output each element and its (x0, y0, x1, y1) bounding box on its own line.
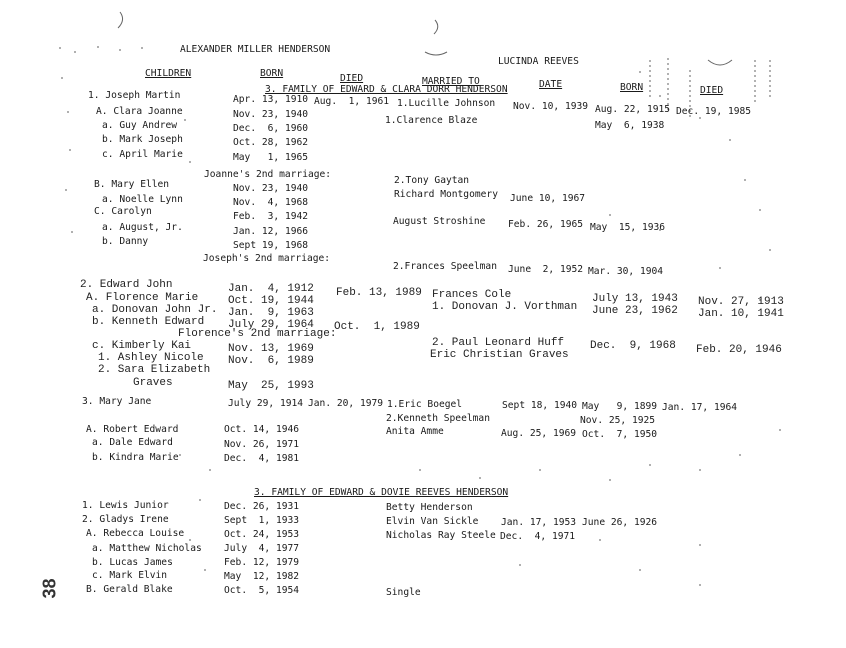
spouse-name: 2.Tony Gaytan (394, 175, 470, 186)
born-date: May 25, 1993 (228, 380, 314, 392)
grandchild-name: b. Lucas James (92, 557, 173, 568)
born-date: Jan. 9, 1963 (228, 307, 314, 319)
born-date: Nov. 13, 1969 (228, 343, 314, 355)
grandchild-name: b. Kenneth Edward (92, 316, 205, 328)
child-name: 2. Gladys Irene (82, 514, 169, 525)
born-date: July 29, 1914 (228, 398, 304, 409)
spouse-name: 1.Eric Boegel (387, 399, 463, 410)
col-married-to: MARRIED TO (422, 76, 480, 87)
second-marriage-note: Joanne's 2nd marriage: (204, 169, 332, 180)
spouse-died: Nov. 27, 1913 (698, 296, 784, 308)
grandchild-name: c. Mark Elvin (92, 570, 168, 581)
marriage-date: Sept 18, 1940 (502, 400, 578, 411)
spouse-name: Richard Montgomery (394, 189, 498, 200)
marriage-date: June 10, 1967 (510, 193, 586, 204)
spouse-name: 2. Paul Leonard Huff (432, 337, 565, 349)
born-date: Jan. 12, 1966 (233, 226, 309, 237)
spouse-born: Mar. 30, 1904 (588, 266, 664, 277)
grandchild-name: a. Dale Edward (92, 437, 173, 448)
spouse-born: June 26, 1926 (582, 517, 658, 528)
born-date: Oct. 28, 1962 (233, 137, 309, 148)
born-date: Oct. 24, 1953 (224, 529, 300, 540)
mother-name: LUCINDA REEVES (498, 56, 579, 67)
born-date: Jan. 4, 1912 (228, 283, 314, 295)
spouse-name: Elvin Van Sickle (386, 516, 479, 527)
great-grandchild-surname: Graves (133, 377, 173, 389)
child-name: A. Clara Joanne (96, 106, 183, 117)
grandchild-name: c. April Marie (102, 149, 183, 160)
spouse-born: July 13, 1943 (592, 293, 678, 305)
born-date: Apr. 13, 1910 (233, 94, 309, 105)
child-name: B. Mary Ellen (94, 179, 170, 190)
spouse-born: Nov. 25, 1925 (580, 415, 656, 426)
spouse-name: 1.Clarence Blaze (385, 115, 478, 126)
born-date: July 29, 1964 (228, 319, 314, 331)
born-date: Dec. 6, 1960 (233, 123, 309, 134)
grandchild-name: a. Noelle Lynn (102, 194, 183, 205)
born-date: May 1, 1965 (233, 152, 309, 163)
spouse-name: Betty Henderson (386, 502, 473, 513)
col-born-spouse: BORN (620, 82, 644, 93)
spouse-born: May 9, 1899 (582, 401, 658, 412)
born-date: Nov. 26, 1971 (224, 439, 300, 450)
spouse-name: Eric Christian Graves (430, 349, 569, 361)
spouse-born: Aug. 22, 1915 (595, 104, 671, 115)
child-name: B. Gerald Blake (86, 584, 173, 595)
died-date: Feb. 13, 1989 (336, 287, 422, 299)
born-date: Oct. 19, 1944 (228, 295, 314, 307)
born-date: May 12, 1982 (224, 571, 300, 582)
died-date: Jan. 20, 1979 (308, 398, 384, 409)
born-date: July 4, 1977 (224, 543, 300, 554)
child-name: A. Florence Marie (86, 292, 199, 304)
great-grandchild-name: 1. Ashley Nicole (98, 352, 204, 364)
spouse-died: Jan. 10, 1941 (698, 308, 784, 320)
child-name: C. Carolyn (94, 206, 152, 217)
spouse-name: Nicholas Ray Steele (386, 530, 496, 541)
born-date: Sept 19, 1968 (233, 240, 309, 251)
col-died-spouse: DIED (700, 85, 724, 96)
born-date: Oct. 14, 1946 (224, 424, 300, 435)
spouse-name: Frances Cole (432, 289, 512, 301)
grandchild-name: a. Donovan John Jr. (92, 304, 218, 316)
spouse-name: 2.Kenneth Speelman (386, 413, 490, 424)
section-title-edward-dovie: 3. FAMILY OF EDWARD & DOVIE REEVES HENDERSON (254, 487, 509, 498)
born-date: Oct. 5, 1954 (224, 585, 300, 596)
born-date: Nov. 6, 1989 (228, 355, 314, 367)
father-name: ALEXANDER MILLER HENDERSON (180, 44, 331, 55)
col-date: DATE (539, 79, 563, 90)
died-date: Aug. 1, 1961 (314, 96, 390, 107)
section-title-edward-clara: 3. FAMILY OF EDWARD & CLARA DORR HENDERSON (265, 84, 508, 95)
col-children: CHILDREN (145, 68, 192, 79)
col-died: DIED (340, 73, 364, 84)
marriage-date: June 23, 1962 (592, 305, 678, 317)
child-name: A. Rebecca Louise (86, 528, 185, 539)
died-date: Oct. 1, 1989 (334, 321, 420, 333)
spouse-died: Dec. 19, 1985 (676, 106, 752, 117)
child-name: A. Robert Edward (86, 424, 179, 435)
marriage-date: June 2, 1952 (508, 264, 584, 275)
born-date: Feb. 3, 1942 (233, 211, 309, 222)
child-name: 1. Lewis Junior (82, 500, 169, 511)
born-date: Dec. 26, 1931 (224, 501, 300, 512)
grandchild-name: c. Kimberly Kai (92, 340, 192, 352)
great-grandchild-name: 2. Sara Elizabeth (98, 364, 211, 376)
spouse-name: 1. Donovan J. Vorthman (432, 301, 578, 313)
born-date: Sept 1, 1933 (224, 515, 300, 526)
marriage-date: Dec. 4, 1971 (500, 531, 576, 542)
born-date: Nov. 23, 1940 (233, 183, 309, 194)
born-date: Feb. 12, 1979 (224, 557, 300, 568)
spouse-name: 1.Lucille Johnson (397, 98, 496, 109)
page-number: 38 (39, 578, 60, 599)
child-name: 2. Edward John (80, 279, 173, 291)
marriage-date: Jan. 17, 1953 (501, 517, 577, 528)
grandchild-name: b. Danny (102, 236, 149, 247)
born-date: Dec. 4, 1981 (224, 453, 300, 464)
spouse-born: Oct. 7, 1950 (582, 429, 658, 440)
marriage-date: Aug. 25, 1969 (501, 428, 577, 439)
spouse-name: August Stroshine (393, 216, 486, 227)
grandchild-name: a. Matthew Nicholas (92, 543, 202, 554)
spouse-born: May 15, 1936 (590, 222, 666, 233)
grandchild-name: b. Mark Joseph (102, 134, 183, 145)
spouse-name: Anita Amme (386, 426, 444, 437)
child-name: 1. Joseph Martin (88, 90, 181, 101)
spouse-died: Feb. 20, 1946 (696, 344, 782, 356)
spouse-died: Jan. 17, 1964 (662, 402, 738, 413)
col-born: BORN (260, 68, 284, 79)
spouse-name: 2.Frances Speelman (393, 261, 497, 272)
second-marriage-note: Florence's 2nd marriage: (178, 328, 337, 340)
born-date: Nov. 4, 1968 (233, 197, 309, 208)
marriage-date: Nov. 10, 1939 (513, 101, 589, 112)
born-date: Nov. 23, 1940 (233, 109, 309, 120)
second-marriage-note: Joseph's 2nd marriage: (203, 253, 331, 264)
grandchild-name: a. Guy Andrew (102, 120, 178, 131)
child-name: 3. Mary Jane (82, 396, 152, 407)
spouse-status: Single (386, 587, 421, 598)
marriage-date: Dec. 9, 1968 (590, 340, 676, 352)
grandchild-name: b. Kindra Marie (92, 452, 179, 463)
grandchild-name: a. August, Jr. (102, 222, 183, 233)
marriage-date: Feb. 26, 1965 (508, 219, 584, 230)
spouse-born: May 6, 1938 (595, 120, 665, 131)
